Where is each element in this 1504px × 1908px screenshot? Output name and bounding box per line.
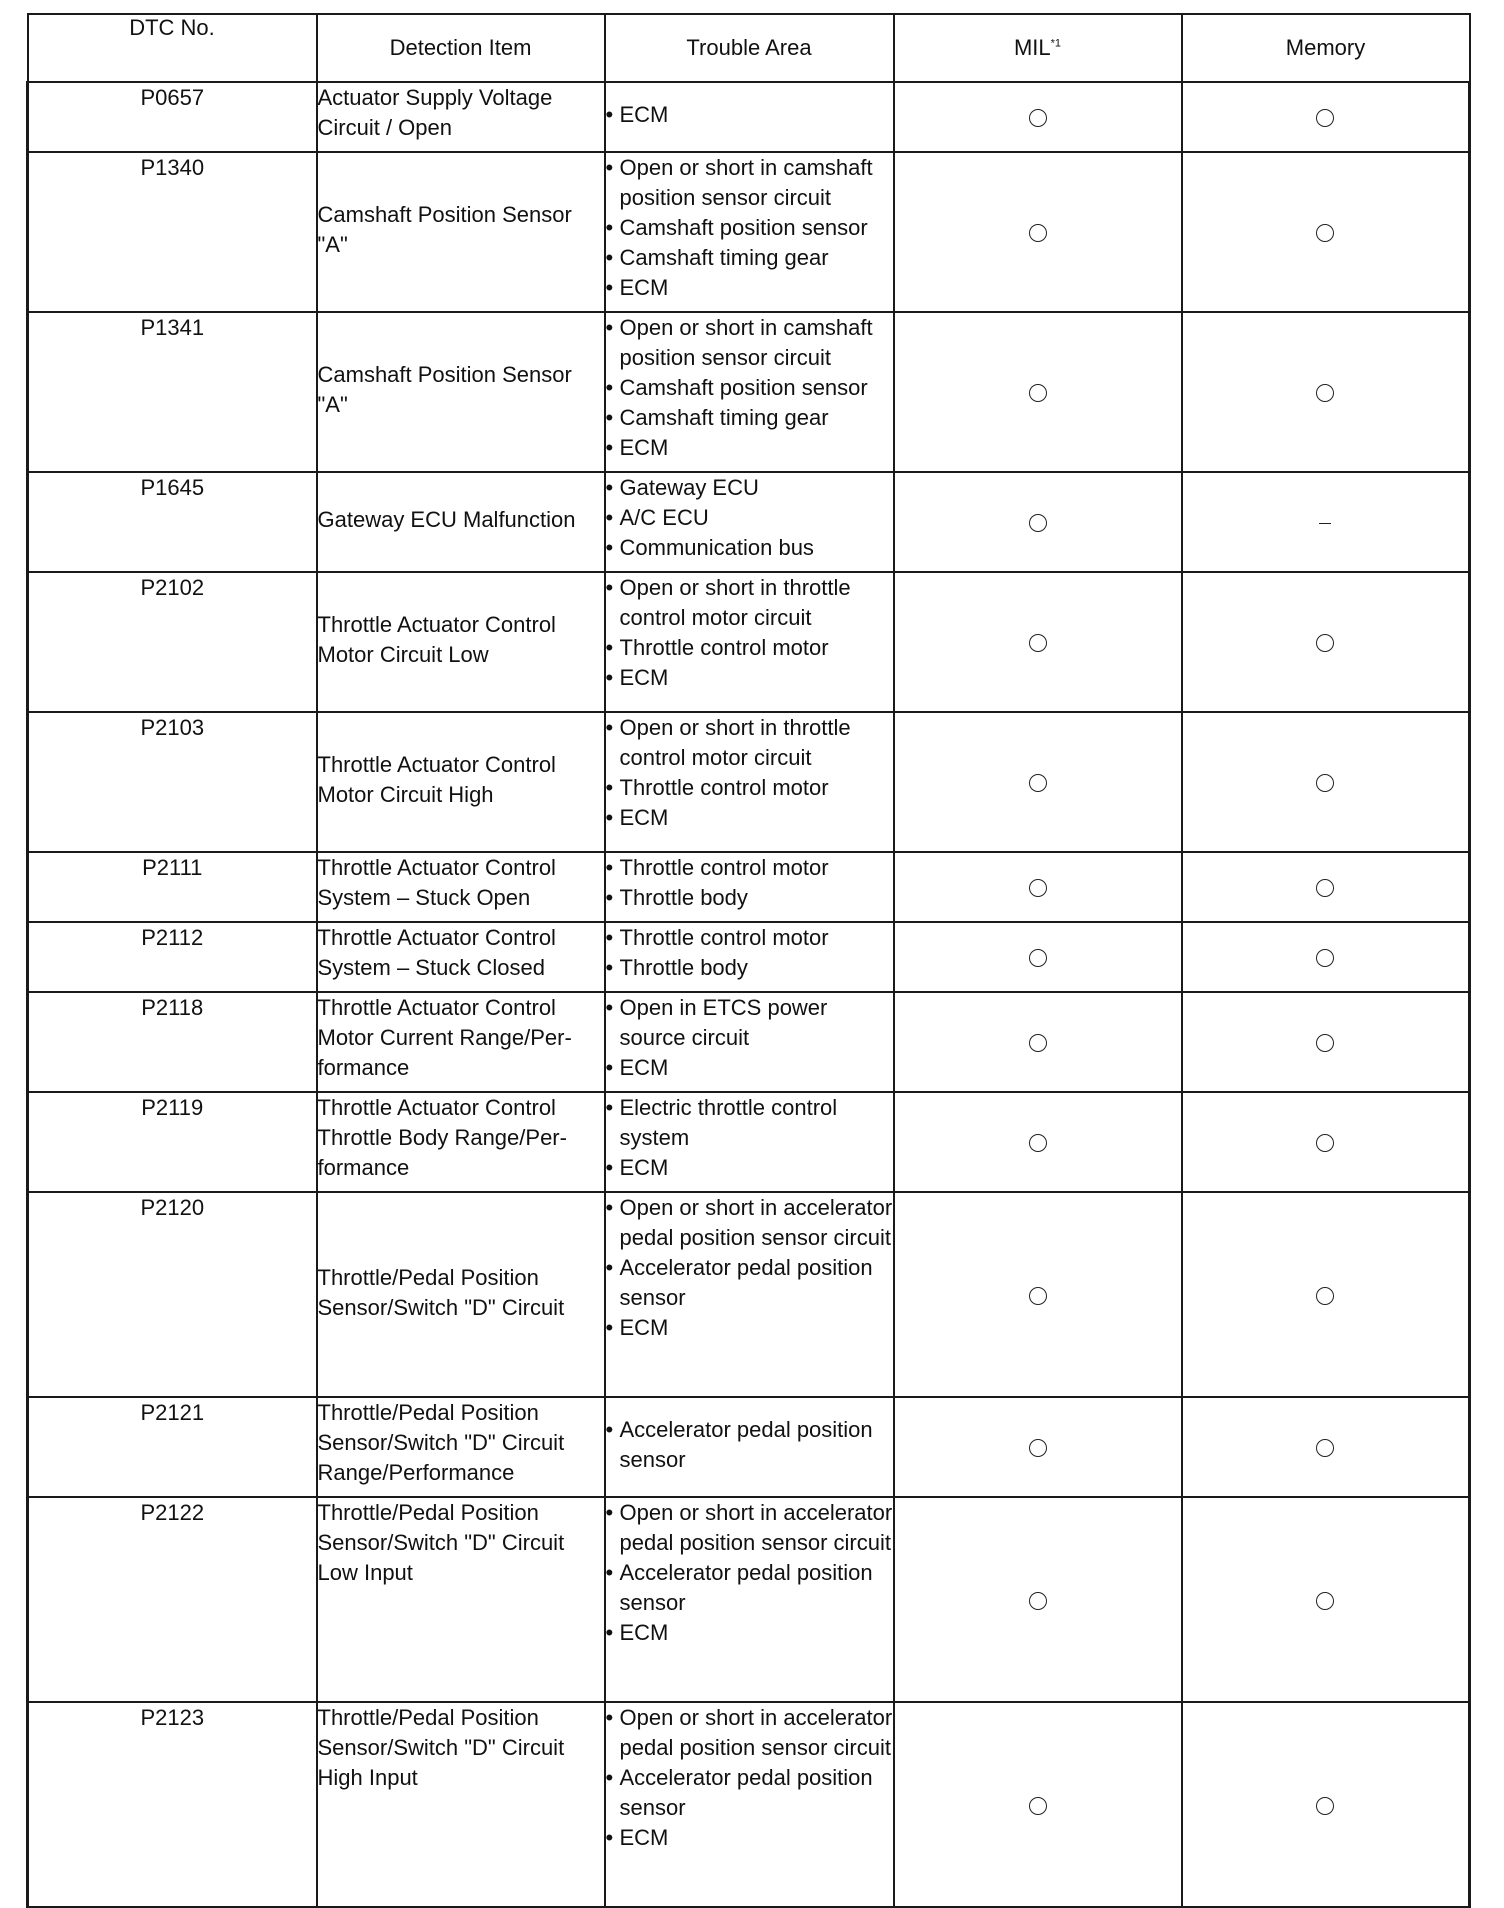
dtc-code: P2111 [142,855,203,880]
dtc-code-cell [28,152,317,312]
table-row [28,312,1470,472]
memory-circle-icon [1316,384,1334,402]
trouble-area-list [606,713,893,847]
dtc-table [26,13,1471,1908]
dtc-code-cell [28,1092,317,1192]
detection-item-line: Throttle/Pedal Position [317,1400,539,1425]
trouble-area-item: • ECM [606,433,893,463]
memory-circle-icon [1316,1797,1334,1815]
trouble-area-list [606,1093,893,1187]
memory-cell [1182,852,1470,922]
dtc-code: P2120 [140,1195,205,1220]
header-dtc-no: DTC No. [28,14,317,82]
trouble-area-item: • ECM [606,273,893,303]
detection-item-line: Throttle Actuator Control [317,752,556,777]
detection-item-line: Sensor/Switch "D" Circuit [317,1735,565,1760]
table-row [28,152,1470,312]
dtc-code-cell [28,922,317,992]
trouble-area-item: • Open or short in throttle control motor circuit [606,573,893,633]
trouble-area-list [606,153,893,307]
memory-cell [1182,1397,1470,1497]
memory-cell [1182,1092,1470,1192]
dtc-code-cell [28,1397,317,1497]
trouble-area-item: • Accelerator pedal position sensor [606,1253,893,1313]
dtc-code: P2102 [140,575,205,600]
detection-item-line: Sensor/Switch "D" Circuit [317,1530,565,1555]
detection-item-cell [317,1702,605,1907]
mil-circle-icon [1029,1034,1047,1052]
memory-circle-icon [1316,1134,1334,1152]
memory-dash-icon [1319,523,1331,524]
memory-cell [1182,572,1470,712]
trouble-area-item: • Camshaft timing gear [606,243,893,273]
detection-item-line: Actuator Supply Voltage [317,85,553,110]
trouble-area-item: • Open or short in accelerator pedal position sensor circuit [606,1193,893,1253]
mil-cell [894,1702,1182,1907]
mil-cell [894,992,1182,1092]
detection-item-cell [317,1497,605,1702]
mil-circle-icon [1029,109,1047,127]
detection-item-line: Range/Performance [317,1460,515,1485]
table-row [28,1497,1470,1702]
dtc-code: P2122 [140,1500,205,1525]
trouble-area-list [606,1193,893,1392]
memory-cell [1182,1702,1470,1907]
trouble-area-list [606,993,893,1087]
dtc-code-cell [28,1192,317,1397]
detection-item-line: Motor Circuit High [317,782,494,807]
memory-circle-icon [1316,109,1334,127]
mil-cell [894,1192,1182,1397]
trouble-area-list [606,473,893,567]
detection-item-line: Sensor/Switch "D" Circuit [317,1430,565,1455]
detection-item [318,853,604,917]
memory-cell [1182,992,1470,1092]
trouble-area-list [606,1398,893,1492]
header-detection-item: Detection Item [317,14,605,82]
detection-item-cell [317,152,605,312]
detection-item-cell [317,82,605,152]
detection-item-line: Throttle/Pedal Position [317,1264,539,1290]
trouble-area-list [606,1498,893,1697]
table-row [28,712,1470,852]
trouble-area-item: • Gateway ECU [606,473,893,503]
detection-item-cell [317,1192,605,1397]
detection-item-line: "A" [317,232,348,257]
trouble-area-item: • Accelerator pedal position sensor [606,1415,893,1475]
detection-item-line: formance [317,1155,410,1180]
trouble-area-list [606,853,893,917]
mil-cell [894,152,1182,312]
dtc-code: P2123 [140,1705,205,1730]
trouble-area-item: • ECM [606,100,893,130]
memory-circle-icon [1316,879,1334,897]
detection-item-cell [317,1397,605,1497]
detection-item-line: Low Input [317,1560,413,1585]
trouble-area-cell [605,312,894,472]
memory-cell [1182,472,1470,572]
dtc-code: P2119 [141,1095,204,1120]
mil-cell [894,852,1182,922]
mil-circle-icon [1029,384,1047,402]
trouble-area-item: • A/C ECU [606,503,893,533]
detection-item-cell [317,712,605,852]
memory-cell [1182,312,1470,472]
dtc-code-cell [28,712,317,852]
detection-item-line: Throttle Actuator Control [317,1095,556,1120]
trouble-area-cell [605,1497,894,1702]
detection-item-line: Throttle/Pedal Position [317,1705,539,1730]
dtc-code-cell [28,82,317,152]
trouble-area-cell [605,1397,894,1497]
mil-cell [894,922,1182,992]
detection-item [318,1498,604,1697]
dtc-code-cell [28,852,317,922]
trouble-area-cell [605,1192,894,1397]
mil-circle-icon [1029,949,1047,967]
detection-item [318,1398,604,1492]
detection-item-line: System – Stuck Open [317,885,531,910]
detection-item-line: Camshaft Position Sensor [317,202,572,227]
dtc-code-cell [28,1702,317,1907]
detection-item [318,1093,604,1187]
mil-circle-icon [1029,879,1047,897]
detection-item [318,1193,604,1392]
mil-cell [894,572,1182,712]
mil-circle-icon [1029,774,1047,792]
memory-cell [1182,152,1470,312]
dtc-code: P1341 [140,315,205,340]
detection-item-line: Throttle Actuator Control [317,612,556,637]
table-header-row [28,14,1470,82]
trouble-area-item: • Open or short in accelerator pedal position sensor circuit [606,1498,893,1558]
mil-cell [894,312,1182,472]
trouble-area-cell [605,922,894,992]
memory-circle-icon [1316,224,1334,242]
memory-cell [1182,922,1470,992]
trouble-area-cell [605,82,894,152]
table-row [28,1702,1470,1907]
detection-item [318,993,604,1087]
dtc-code-cell [28,1497,317,1702]
trouble-area-item: • ECM [606,803,893,833]
trouble-area-item: • Throttle control motor [606,923,893,953]
trouble-area-item: • Electric throttle control system [606,1093,893,1153]
mil-circle-icon [1029,514,1047,532]
memory-circle-icon [1316,949,1334,967]
detection-item-line: Motor Circuit Low [317,642,489,667]
table-row [28,572,1470,712]
dtc-code: P2103 [140,715,205,740]
detection-item-line: Throttle Actuator Control [317,855,556,880]
detection-item-cell [317,1092,605,1192]
trouble-area-item: • Open or short in camshaft position sensor circuit [606,313,893,373]
trouble-area-item: • ECM [606,1153,893,1183]
trouble-area-item: • ECM [606,663,893,693]
detection-item-cell [317,472,605,572]
mil-circle-icon [1029,1797,1047,1815]
mil-cell [894,1092,1182,1192]
mil-cell [894,712,1182,852]
trouble-area-list [606,923,893,987]
trouble-area-item: • Open in ETCS power source circuit [606,993,893,1053]
detection-item-line: Camshaft Position Sensor [317,362,572,387]
memory-cell [1182,1192,1470,1397]
mil-cell [894,1397,1182,1497]
trouble-area-item: • Open or short in camshaft position sensor circuit [606,153,893,213]
mil-circle-icon [1029,1134,1047,1152]
trouble-area-cell [605,152,894,312]
trouble-area-list [606,313,893,467]
table-row [28,472,1470,572]
trouble-area-item: • Throttle control motor [606,633,893,663]
table-row [28,852,1470,922]
mil-circle-icon [1029,1287,1047,1305]
trouble-area-item: • ECM [606,1823,893,1853]
memory-circle-icon [1316,1592,1334,1610]
detection-item-line: Gateway ECU Malfunction [317,507,576,532]
memory-circle-icon [1316,1439,1334,1457]
trouble-area-cell [605,572,894,712]
trouble-area-item: • Throttle control motor [606,773,893,803]
trouble-area-item: • Accelerator pedal position sensor [606,1763,893,1823]
detection-item [318,1703,604,1902]
detection-item [318,473,604,567]
memory-cell [1182,712,1470,852]
detection-item [318,713,604,847]
trouble-area-item: • ECM [606,1053,893,1083]
dtc-code-cell [28,572,317,712]
dtc-code: P1645 [140,475,205,500]
table-body [28,82,1470,1907]
trouble-area-item: • Camshaft position sensor [606,373,893,403]
trouble-area-item: • Camshaft position sensor [606,213,893,243]
dtc-code: P2112 [141,925,204,950]
detection-item-cell [317,852,605,922]
dtc-code: P1340 [140,155,205,180]
trouble-area-cell [605,472,894,572]
mil-cell [894,82,1182,152]
trouble-area-item: • ECM [606,1313,893,1343]
mil-circle-icon [1029,1439,1047,1457]
detection-item-line: Motor Current Range/Per- [317,1025,572,1050]
trouble-area-cell [605,1092,894,1192]
table-row [28,1397,1470,1497]
mil-circle-icon [1029,224,1047,242]
detection-item [318,313,604,467]
trouble-area-list [606,1703,893,1902]
detection-item [318,923,604,987]
detection-item-line: Circuit / Open [317,115,452,140]
trouble-area-cell [605,992,894,1092]
trouble-area-item: • Throttle body [606,953,893,983]
dtc-code-cell [28,312,317,472]
table-row [28,992,1470,1092]
memory-cell [1182,1497,1470,1702]
dtc-code: P2118 [141,995,204,1020]
trouble-area-item: • ECM [606,1618,893,1648]
detection-item-line: "A" [317,392,348,417]
mil-cell [894,472,1182,572]
table-row [28,82,1470,152]
dtc-code: P0657 [140,85,205,110]
memory-circle-icon [1316,774,1334,792]
table-row [28,1192,1470,1397]
trouble-area-item: • Open or short in accelerator pedal position sensor circuit [606,1703,893,1763]
trouble-area-cell [605,852,894,922]
table-row [28,922,1470,992]
trouble-area-list [606,83,893,147]
detection-item [318,153,604,307]
detection-item-cell [317,312,605,472]
dtc-code-cell [28,472,317,572]
trouble-area-item: • Open or short in throttle control motor circuit [606,713,893,773]
mil-cell [894,1497,1182,1702]
detection-item-line: Throttle Actuator Control [317,995,556,1020]
trouble-area-item: • Accelerator pedal position sensor [606,1558,893,1618]
mil-circle-icon [1029,634,1047,652]
header-trouble-area: Trouble Area [605,14,894,82]
detection-item-cell [317,922,605,992]
trouble-area-list [606,573,893,707]
trouble-area-item: • Camshaft timing gear [606,403,893,433]
detection-item-line: High Input [317,1765,418,1790]
header-mil [894,14,1182,82]
table-row [28,1092,1470,1192]
detection-item-line: Throttle Body Range/Per- [317,1125,567,1150]
trouble-area-item: • Throttle body [606,883,893,913]
memory-circle-icon [1316,1287,1334,1305]
detection-item-line: Throttle/Pedal Position [317,1500,539,1525]
trouble-area-cell [605,712,894,852]
header-mil-label: MIL [1013,35,1051,60]
dtc-code: P2121 [140,1400,205,1425]
header-mil-footnote: *1 [1050,37,1062,50]
detection-item-cell [317,992,605,1092]
header-memory: Memory [1182,14,1470,82]
detection-item-cell [317,572,605,712]
detection-item [318,573,604,707]
detection-item-line: Throttle Actuator Control [317,925,556,950]
trouble-area-cell [605,1702,894,1907]
trouble-area-item: • Throttle control motor [606,853,893,883]
mil-circle-icon [1029,1592,1047,1610]
dtc-code-cell [28,992,317,1092]
detection-item-line: System – Stuck Closed [317,955,545,980]
memory-circle-icon [1316,634,1334,652]
memory-cell [1182,82,1470,152]
memory-circle-icon [1316,1034,1334,1052]
detection-item-line: Sensor/Switch "D" Circuit [317,1294,565,1320]
detection-item-line: formance [317,1055,410,1080]
trouble-area-item: • Communication bus [606,533,893,563]
detection-item [318,83,604,147]
